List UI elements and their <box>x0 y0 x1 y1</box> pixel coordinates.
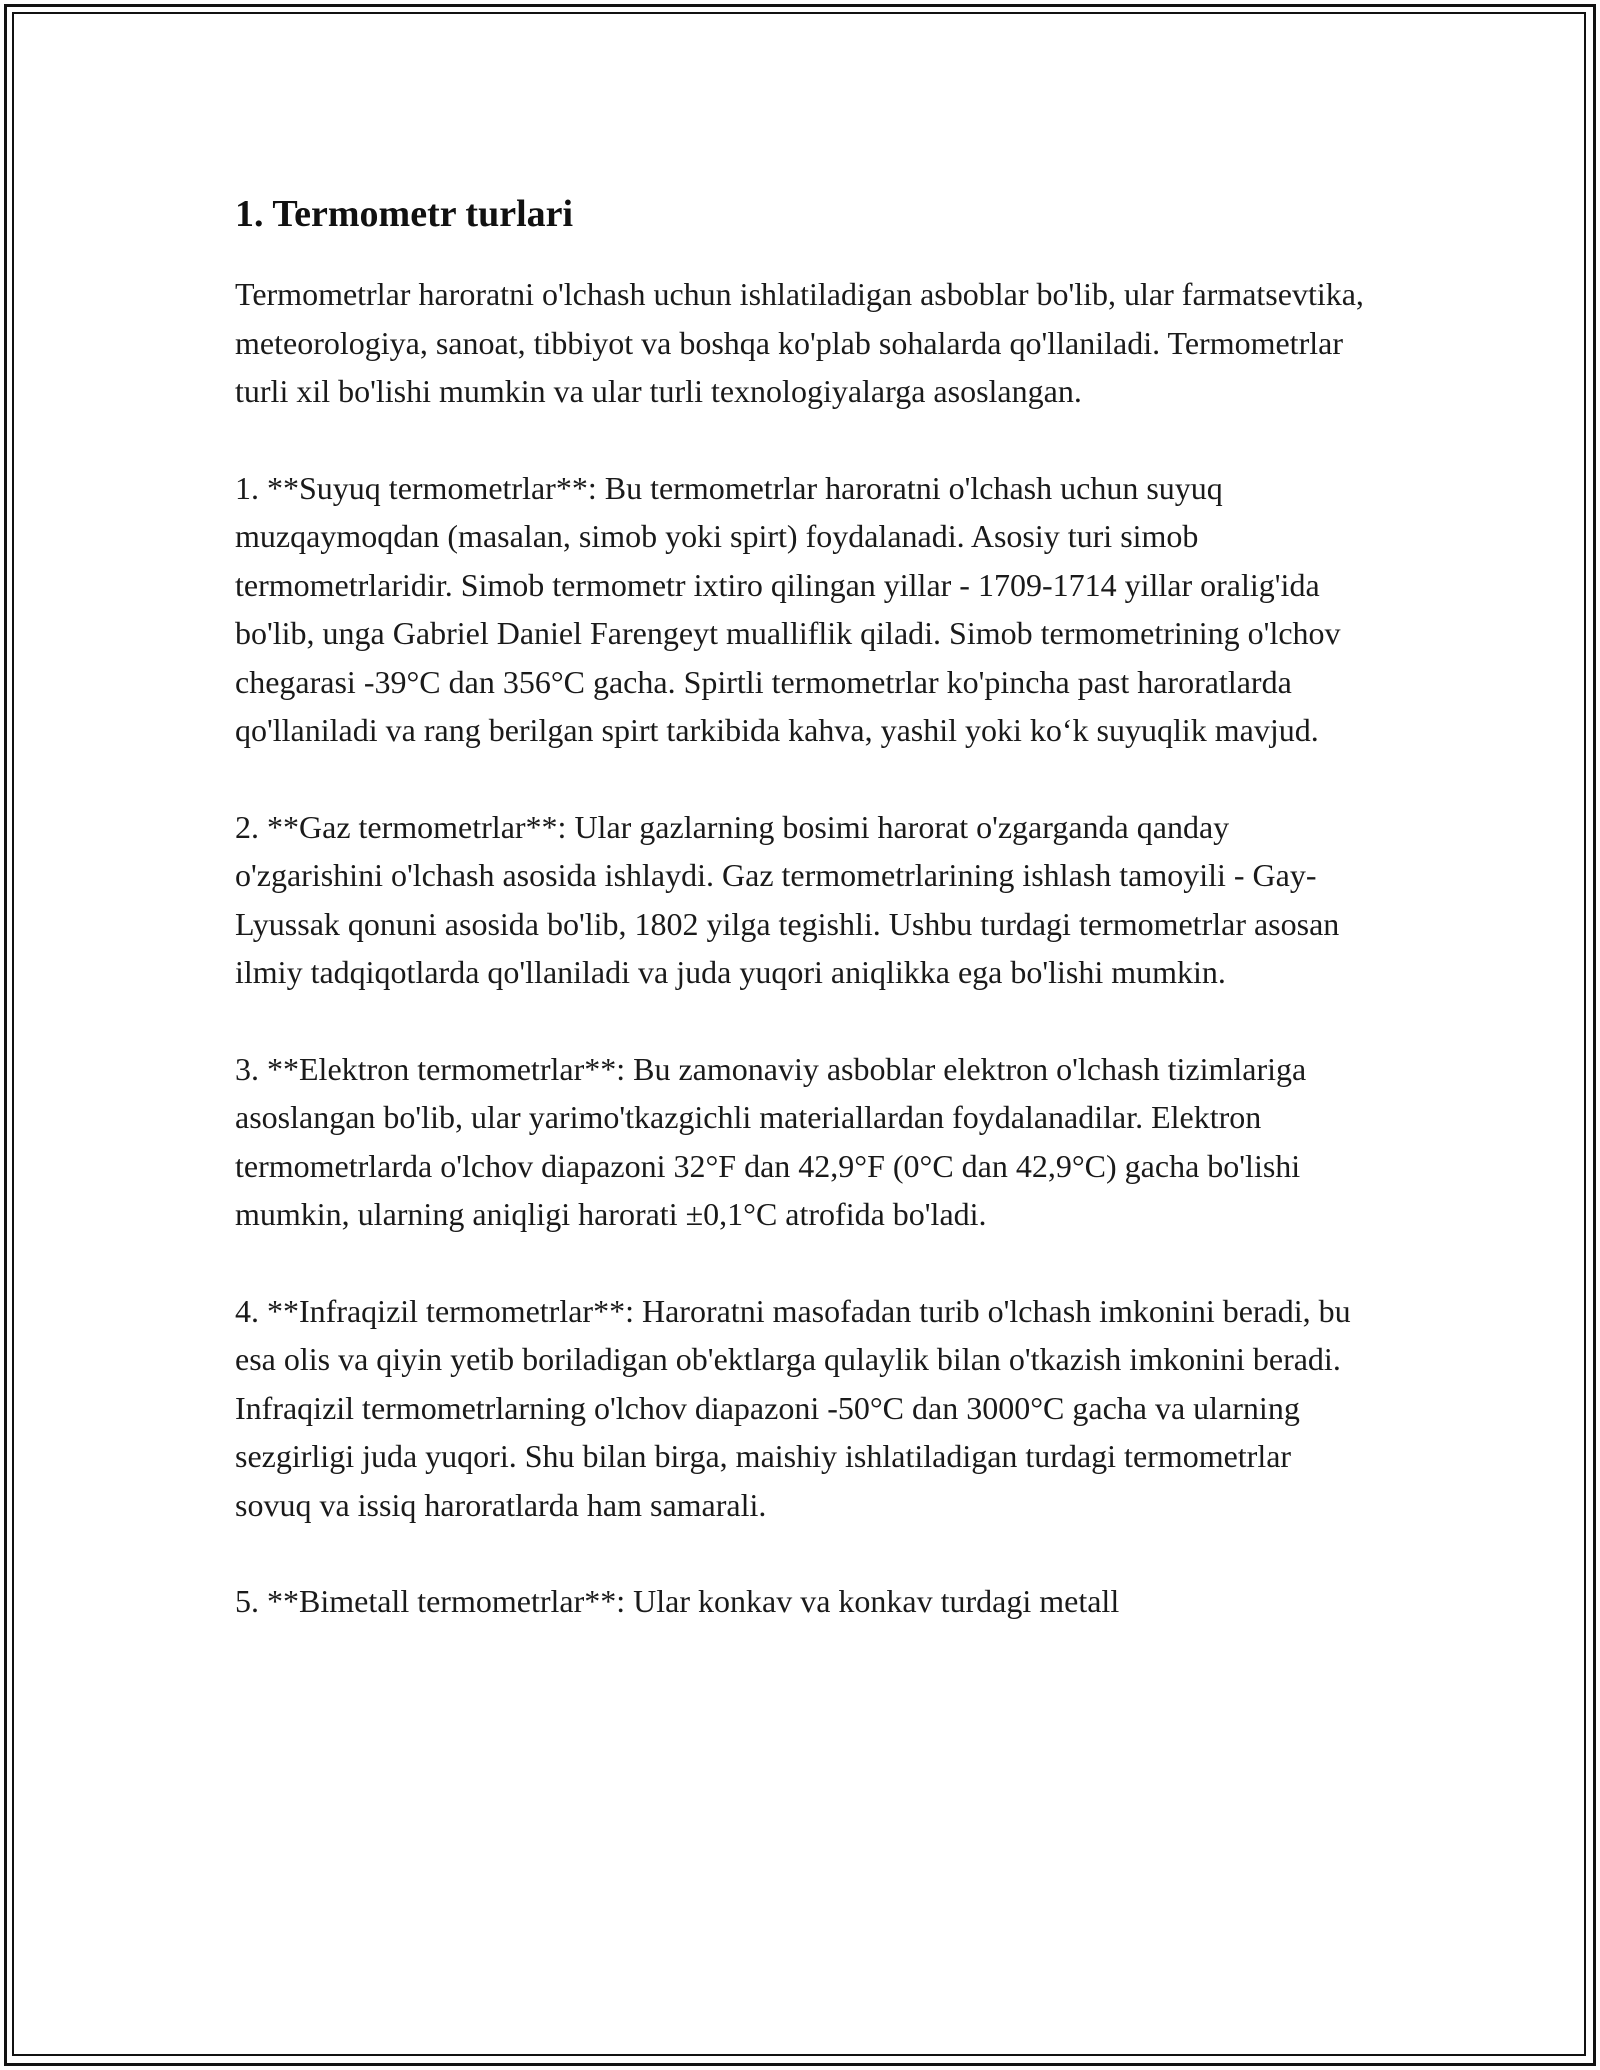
infrared-thermometers-paragraph: 4. **Infraqizil termometrlar**: Haroratni masofadan turib o'lchash imkonini beradi, bu esa olis va qiyin yetib boriladigan ob'ektlarga qulaylik bilan o'tkazish imkonini beradi. Infraqizil termometrlarning o'lchov diapazoni -50°C dan 3000°C gacha va ularning sezgirligi juda yuqori. Shu bilan birga, maishiy ishlatiladigan turdagi termometrlar sovuq va issiq haroratlarda ham samarali. <box>235 1292 1351 1523</box>
document-body <box>235 180 1365 1674</box>
liquid-thermometers-paragraph: 1. **Suyuq termometrlar**: Bu termometrlar haroratni o'lchash uchun suyuq muzqaymoqdan (masalan, simob yoki spirt) foydalanadi. Asosiy turi simob termometrlaridir. Simob termometr ixtiro qilingan yillar - 1709-1714 yillar oralig'ida bo'lib, unga Gabriel Daniel Farengeyt mualliflik qiladi. Simob termometrining o'lchov chegarasi -39°C dan 356°C gacha. Spirtli termometrlar ko'pincha past haroratlarda qo'llaniladi va rang berilgan spirt tarkibida kahva, yashil yoki ko‘k suyuqlik mavjud. <box>235 469 1341 748</box>
electronic-thermometers-paragraph: 3. **Elektron termometrlar**: Bu zamonaviy asboblar elektron o'lchash tizimlariga asoslangan bo'lib, ular yarimo'tkazgichli materiallardan foydalanadilar. Elektron termometrlarda o'lchov diapazoni 32°F dan 42,9°F (0°C dan 42,9°C) gacha bo'lishi mumkin, ularning aniqligi harorati ±0,1°C atrofida bo'ladi. <box>235 1050 1307 1232</box>
intro-paragraph: Termometrlar haroratni o'lchash uchun ishlatiladigan asboblar bo'lib, ular farmatsevtika, meteorologiya, sanoat, tibbiyot va boshqa ko'plab sohalarda qo'llaniladi. Termometrlar turli xil bo'lishi mumkin va ular turli texnologiyalarga asoslangan. <box>235 276 1364 409</box>
gas-thermometers-paragraph: 2. **Gaz termometrlar**: Ular gazlarning bosimi harorat o'zgarganda qanday o'zgarishini o'lchash asosida ishlaydi. Gaz termometrlarining ishlash tamoyili - Gay-Lyussak qonuni asosida bo'lib, 1802 yilga tegishli. Ushbu turdagi termometrlar asosan ilmiy tadqiqotlarda qo'llaniladi va juda yuqori aniqlikka ega bo'lishi mumkin. <box>235 808 1340 990</box>
section-heading: 1. Termometr turlari <box>235 193 574 235</box>
bimetal-thermometers-paragraph: 5. **Bimetall termometrlar**: Ular konkav va konkav turdagi metall <box>235 1583 1120 1619</box>
